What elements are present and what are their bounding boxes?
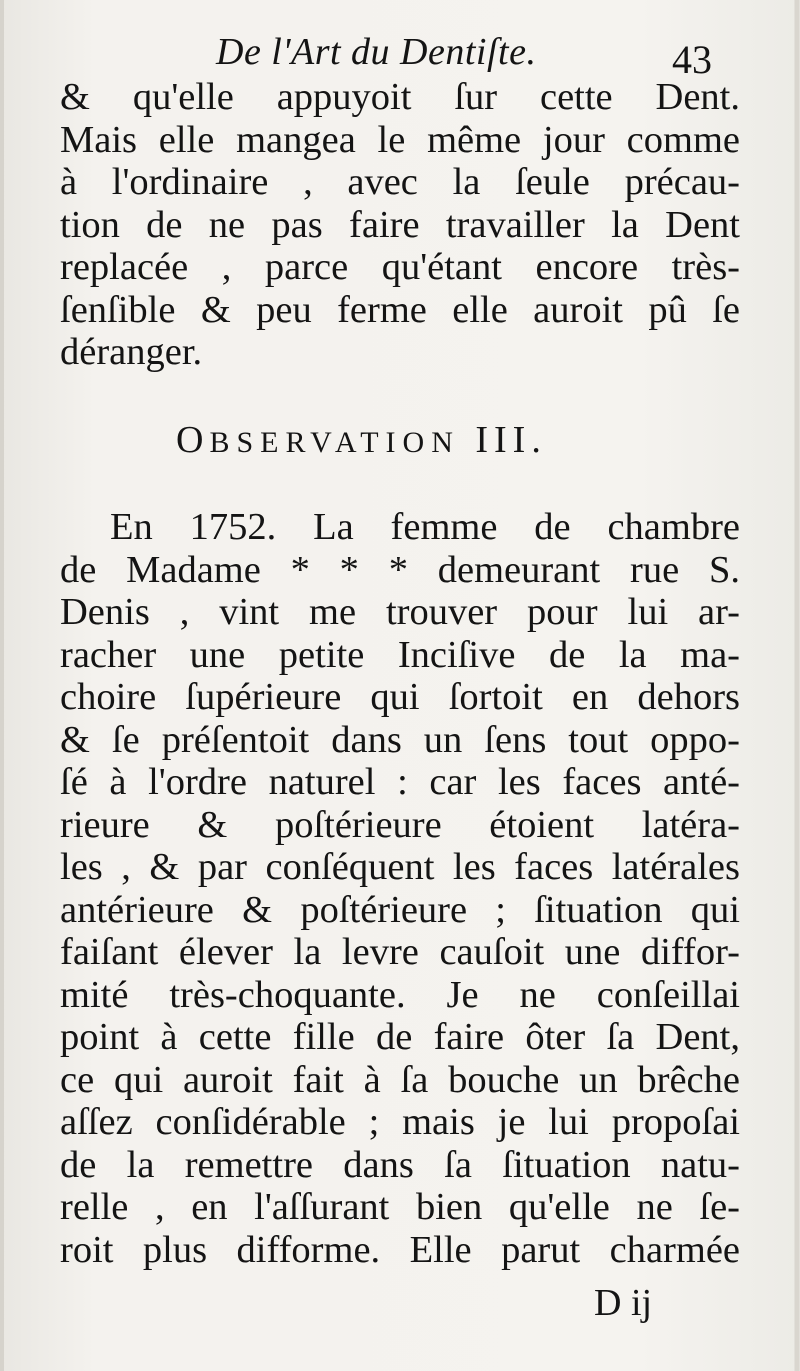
text-line: ce qui auroit fait à ſa bouche un brêche bbox=[60, 1058, 740, 1101]
text-line: rieure & poſtérieure étoient latéra- bbox=[60, 803, 740, 846]
text-line: à l'ordinaire , avec la ſeule précau- bbox=[60, 161, 740, 203]
text-line: de Madame * * * demeurant rue S. bbox=[60, 548, 740, 591]
text-line: mité très-choquante. Je ne conſeillai bbox=[60, 973, 740, 1016]
text-line: ſé à l'ordre naturel : car les faces anté- bbox=[60, 761, 740, 803]
text-line: replacée , parce qu'étant encore très- bbox=[60, 246, 740, 288]
running-head: De l'Art du Dentiſte. bbox=[216, 31, 537, 73]
text-line: déranger. bbox=[60, 331, 203, 373]
text-line: faiſant élever la levre cauſoit une diffor- bbox=[60, 931, 740, 973]
text-line: aſſez conſidérable ; mais je lui propoſai bbox=[60, 1101, 740, 1143]
observation-paragraph bbox=[60, 506, 740, 1271]
text-line: & ſe préſentoit dans un ſens tout oppo- bbox=[60, 718, 740, 761]
text-line: tion de ne pas faire travailler la Dent bbox=[60, 203, 740, 246]
paragraph-continuation bbox=[60, 76, 740, 374]
heading-initial: O bbox=[176, 419, 210, 461]
text-line: racher une petite Inciſive de la ma- bbox=[60, 633, 740, 676]
text-line: les , & par conſéquent les faces latérales bbox=[60, 846, 740, 888]
text-line: antérieure & poſtérieure ; ſituation qui bbox=[60, 888, 740, 931]
text-line: ſenſible & peu ferme elle auroit pû ſe bbox=[60, 288, 740, 331]
text-line: Denis , vint me trouver pour lui ar- bbox=[60, 591, 740, 633]
page-number: 43 bbox=[672, 37, 712, 82]
text-line: & qu'elle appuyoit ſur cette Dent. bbox=[60, 76, 740, 118]
text-line: point à cette fille de faire ôter ſa Dent, bbox=[60, 1016, 740, 1058]
signature-mark: D ij bbox=[594, 1282, 653, 1324]
text-line: relle , en l'aſſurant bien qu'elle ne ſe- bbox=[60, 1186, 740, 1228]
text-line: de la remettre dans ſa ſituation natu- bbox=[60, 1143, 740, 1186]
text-line: Mais elle mangea le même jour comme bbox=[60, 118, 740, 161]
heading-numeral: III. bbox=[475, 419, 547, 461]
text-line: choire ſupérieure qui ſortoit en dehors bbox=[60, 676, 740, 718]
heading-small-caps: BSERVATION bbox=[209, 426, 460, 459]
text-line: En 1752. La femme de chambre bbox=[110, 506, 740, 548]
section-heading bbox=[176, 418, 547, 462]
text-line: roit plus difforme. Elle parut charmée bbox=[60, 1228, 740, 1271]
